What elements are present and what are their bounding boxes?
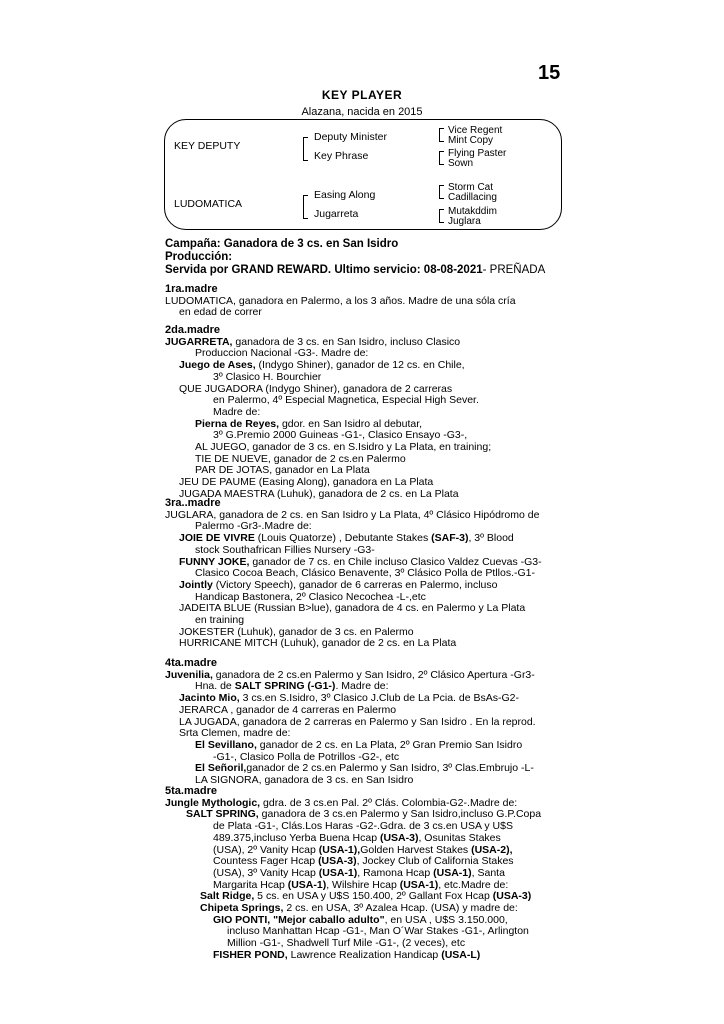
horse-subtitle: Alazana, nacida en 2015 [301,106,423,118]
text: ganador de 2 cs.en Palermo y San Isidro, 3º Clas.Embrujo -L- [246,762,534,775]
horse-name: GIO PONTI, "Mejor caballo adulto" [213,913,385,926]
bracket [439,128,444,142]
horse-name: El Sevillano, [195,738,257,751]
pedigree-g3-6: Cadillacing [448,192,497,203]
service-line [165,264,545,277]
text: Lawrence Realization Handicap [287,948,442,961]
grade: (USA-L) [441,948,481,961]
text-line: JEU DE PAUME (Easing Along), ganadora en La Plata [179,476,434,489]
section-heading: 2da.madre [165,324,221,336]
text-line: LUDOMATICA, ganadora en Palermo, a los 3 años. Madre de una sóla cría [165,294,516,307]
text-line: TIE DE NUEVE, ganador de 2 cs.en Palermo [195,452,406,465]
section-second-dam [165,325,491,501]
horse-name: Juvenilia, [165,668,213,681]
horse-name: Jointly [179,578,213,591]
text: (Louis Quatorze) , Debutante Stakes [254,532,432,545]
text-line: AL JUEGO, ganador de 3 cs. en S.Isidro y La Plata, en training; [195,441,492,454]
grade: (USA-2), [471,843,513,856]
grade: (USA-1) [433,866,472,879]
text-line: Produccion Nacional -G3-. Madre de: [195,347,369,360]
pedigree-sire-sire: Deputy Minister [314,131,387,143]
pedigree-g3-8: Juglara [448,216,481,227]
text-line: Million -G1-, Shadwell Turf Mile -G1-, (2 veces), etc [227,937,466,950]
grade: (USA-1), [318,843,361,856]
horse-name: Pierna de Reyes, [195,417,280,430]
text-line: PAR DE JOTAS, ganador en La Plata [195,464,370,477]
text: (Victory Speech), ganador de 6 carreras en Palermo, incluso [212,578,498,591]
pedigree-g3-4: Sown [448,158,474,169]
section-heading: 1ra.madre [165,283,218,295]
bracket [439,185,444,199]
text-line: Handicap Bastonera, 2º Clasico Necochea -L-,etc [195,590,426,603]
text: . Madre de: [335,680,389,693]
text-line: JERARCA , ganador de 4 carreras en Palermo [179,703,397,716]
text: Margarita Hcap [213,878,288,891]
text: Golden Harvest Stakes [360,843,472,856]
text: (USA), 2º Vanity Hcap [213,843,319,856]
text-line: LA JUGADA, ganadora de 2 carreras en Palermo y San Isidro . En la reprod. [179,715,536,728]
text-line [165,580,542,592]
section-fourth-dam [165,658,536,787]
campaign-line: Campaña: Ganadora de 3 cs. en San Isidro [165,238,399,250]
text-line: en training [195,614,245,627]
grade: (USA-1) [287,878,327,891]
bracket [439,209,444,223]
pedigree-g3-5: Storm Cat [448,182,494,193]
text-line: stock Southafrican Fillies Nursery -G3- [195,543,375,556]
section-third-dam [165,498,542,650]
text: 489.375,incluso Yerba Buena Hcap [213,831,380,844]
text-line [165,950,541,962]
horse-name: JUGARRETA, [165,335,233,348]
text: 5 cs. en USA y U$S 150.400, 2º Gallant Fox Hcap [254,890,493,903]
pedigree-dam-dam: Jugarreta [314,208,359,220]
horse-name: FUNNY JOKE, [179,555,250,568]
text: , Jockey Club of California Stakes [356,855,514,868]
horse-name: KEY PLAYER [321,88,403,102]
pedigree-g3-7: Mutakddim [448,206,497,217]
text: ganador de 7 cs. en Chile incluso Clasico Valdez Cuevas -G3- [249,555,542,568]
grade: (USA-1) [318,866,358,879]
horse-name: FISHER POND, [213,948,288,961]
text-line: JOKESTER (Luhuk), ganador de 3 cs. en Palermo [179,625,414,638]
pedigree-sire: KEY DEPUTY [174,140,241,152]
text-line: en edad de correr [179,306,262,319]
text-line: 3º G.Premio 2000 Guineas -G1-, Clasico Ensayo -G3-, [213,429,468,442]
grade: (USA-3) [318,855,357,868]
text-line: incluso Manhattan Hcap -G1-, Man O´War Stakes -G1-, Arlington [227,925,529,938]
text: gdor. en San Isidro al debutar, [279,417,423,430]
text-line: -G1-, Clasico Polla de Potrillos -G2-, etc [213,750,400,763]
text: , etc.Madre de: [438,878,509,891]
pedigree-g3-1: Vice Regent [448,125,503,136]
horse-name: JOIE DE VIVRE [179,532,255,545]
text: ganador de 2 cs. en La Plata, 2º Gran Premio San Isidro [256,738,523,751]
text-line: Clasico Cocoa Beach, Clásico Benavente, 3º Clásico Polla de Ptllos.-G1- [195,567,535,580]
pedigree-g3-3: Flying Paster [448,148,507,159]
horse-name: SALT SPRING (-G1-) [234,680,336,693]
text: (Indygo Shiner), ganador de 12 cs. en Chile, [255,359,465,372]
text-line: HURRICANE MITCH (Luhuk), ganador de 2 cs. en La Plata [179,637,457,650]
text-line: JUGLARA, ganadora de 2 cs. en San Isidro y La Plata, 4º Clásico Hipódromo de [165,508,540,521]
bracket [303,137,308,161]
text-line: en Palermo, 4º Especial Magnetica, Especial High Sever. [213,394,479,407]
text-line: LA SIGNORA, ganadora de 3 cs. en San Isidro [195,774,414,787]
grade: (USA-3) [492,890,532,903]
pedigree-dam: LUDOMATICA [174,198,243,210]
text: gdra. de 3 cs.en Pal. 2º Clás. Colombia-G2-.Madre de: [260,796,518,809]
section-fifth-dam [165,786,541,962]
horse-name: SALT SPRING, [186,808,259,821]
grade: (USA-1) [399,878,439,891]
section-heading: 4ta.madre [165,657,217,669]
horse-name: Salt Ridge, [200,890,255,903]
horse-name: Jungle Mythologic, [165,796,261,809]
horse-name: El Señoril, [195,762,247,775]
section-heading: 5ta.madre [165,785,217,797]
production-line: Producción: [165,251,233,263]
page-number: 15 [538,62,561,84]
text-line: Palermo -Gr3-.Madre de: [195,520,312,533]
text: ganadora de 3 cs.en Palermo y San Isidro,incluso G.P.Copa [258,808,542,821]
summary [165,238,545,277]
pedigree-g3-2: Mint Copy [448,135,494,146]
text: , en USA , U$S 3.150.000, [384,913,508,926]
text: Countess Fager Hcap [213,855,319,868]
pedigree-sire-dam: Key Phrase [314,150,369,162]
pedigree-dam-sire: Easing Along [314,189,376,201]
text: 3 cs.en S.Isidro, 3º Clasico J.Club de La Pcia. de BsAs-G2- [239,692,519,705]
horse-name: Jacinto Mio, [179,692,240,705]
text-line: QUE JUGADORA (Indygo Shiner), ganadora de 2 carreras [179,382,453,395]
grade: (SAF-3) [431,532,469,545]
text: ganadora de 2 cs.en Palermo y San Isidro, 2º Clásico Apertura -Gr3- [212,668,535,681]
text: , Ramona Hcap [357,866,434,879]
service-status: - PREÑADA [482,264,546,276]
text-line: 3º Clasico H. Bourchier [213,370,322,383]
text-line: Srta Clemen, madre de: [179,727,291,740]
bracket [439,151,444,165]
text: Hna. de [195,680,235,693]
service-text: Servida por GRAND REWARD. Ultimo servicio: 08-08-2021 [165,264,483,276]
text-line: Madre de: [213,405,261,418]
text: , Santa [471,866,505,879]
text-line: JADEITA BLUE (Russian B>lue), ganadora de 4 cs. en Palermo y La Plata [179,602,526,615]
text-line [165,740,536,752]
text: , Osunitas Stakes [418,831,501,844]
section-first-dam [165,284,516,319]
text: , Wilshire Hcap [326,878,400,891]
bracket [303,195,308,219]
text: ganadora de 3 cs. en San Isidro, incluso Clasico [232,335,461,348]
grade: (USA-3) [379,831,419,844]
text-line: JUGADA MAESTRA (Luhuk), ganadora de 2 cs. en La Plata [179,487,459,500]
section-heading: 3ra..madre [165,497,221,509]
text-line: de Plata -G1-, Clás.Los Haras -G2-.Gdra. de 3 cs.en USA y U$S [213,820,513,833]
horse-name: Chipeta Springs, [200,902,284,915]
text: , 3º Blood [468,532,514,545]
text: 2 cs. en USA, 3º Azalea Hcap. (USA) y madre de: [283,902,518,915]
horse-name: Juego de Ases, [179,359,256,372]
text: (USA), 3º Vanity Hcap [213,866,319,879]
